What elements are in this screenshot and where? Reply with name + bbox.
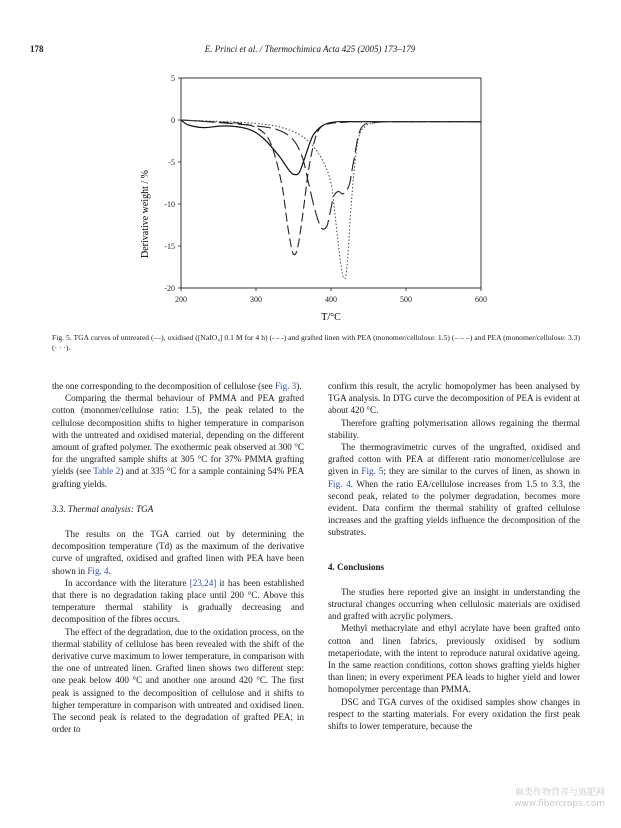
paragraph: The effect of the degradation, due to the oxidation process, on the thermal stability of cellulose has been revealed with the shift of the derivative curve maximum to lower temperature, in comparison with the one of untreated linen. Grafted linen shows two different step: one peak below 400 °C and another one around 420 °C. The first peak is assigned to the decomposition of cellulose and it shifts to higher temperature in comparison with untreated and oxidised linen. The second peak is related to the degradation of grafted PEA; in order to bbox=[52, 626, 304, 735]
table2-link[interactable]: Table 2 bbox=[93, 466, 121, 477]
y-tick-label: -10 bbox=[164, 200, 175, 209]
y-tick-label: 5 bbox=[171, 74, 175, 83]
section-heading-conclusions: 4. Conclusions bbox=[328, 561, 385, 572]
fig4-link[interactable]: Fig. 4 bbox=[328, 478, 351, 489]
series-line-dotted bbox=[181, 120, 481, 278]
series-line-solid bbox=[181, 120, 481, 175]
page-header bbox=[30, 44, 590, 58]
paragraph: The thermogravimetric curves of the ungrafted, oxidised and grafted cotton with PEA at different ratio monomer/cellulose are given in Fig. 5; they are similar to the curves of linen, as shown in Fig. 4. When the ratio EA/cellulose increases from 1.5 to 3.3, the second peak, related to the polymer degradation, becomes more evident. Data confirm the thermal stability of grafted cellulose increases and the grafting yields influence the decomposition of the substrates. bbox=[328, 442, 580, 538]
ref-23-24-link[interactable]: [23,24] bbox=[189, 577, 217, 588]
series-line-long-dash bbox=[181, 120, 481, 229]
y-tick-label: -15 bbox=[164, 242, 175, 251]
y-axis-label: Derivative weight / % bbox=[140, 169, 151, 259]
fig4-link[interactable]: Fig. 4 bbox=[87, 565, 109, 576]
paragraph: Therefore grafting polymerisation allows regaining the thermal stability. bbox=[328, 417, 580, 440]
tga-chart bbox=[130, 66, 510, 326]
x-axis-label: T/°C bbox=[321, 312, 341, 323]
fig3-link[interactable]: Fig. 3 bbox=[275, 381, 297, 391]
x-tick-label: 500 bbox=[400, 295, 412, 304]
figure-caption: Fig. 5. TGA curves of untreated (—), oxidised ([NaIO₄] 0.1 M for 4 h) (- - -) and grafted linen with PEA (monomer/cellulose: 1.5) (– – –) and PEA (monomer/cellulose: 3.3) (· · ·). bbox=[52, 333, 580, 352]
paragraph: the one corresponding to the decomposition of cellulose (see Fig. 3). bbox=[52, 381, 302, 391]
x-tick-label: 600 bbox=[475, 295, 487, 304]
right-column bbox=[328, 380, 580, 732]
watermark: 麻类作物营养与施肥网 www.fibercrops.com bbox=[514, 788, 605, 809]
page-number: 178 bbox=[30, 44, 44, 54]
paragraph: In accordance with the literature [23,24] it has been established that there is no degradation taking place until 200 °C. Above this temperature thermal stability is gradually decreasing and decomposition of the fibres occurs. bbox=[52, 577, 304, 625]
x-tick-label: 400 bbox=[325, 295, 337, 304]
fig5-link[interactable]: Fig. 5 bbox=[361, 466, 384, 477]
left-column bbox=[52, 380, 304, 735]
y-tick-label: -20 bbox=[164, 284, 175, 293]
section-heading-tga: 3.3. Thermal analysis: TGA bbox=[52, 503, 154, 514]
series-group bbox=[181, 120, 481, 278]
paragraph: The studies here reported give an insight in understanding the structural changes occurring when cellulosic materials are oxidised and grafted with acrylic polymers. bbox=[328, 586, 580, 622]
y-tick-label: 0 bbox=[171, 116, 175, 125]
paragraph: DSC and TGA curves of the oxidised samples show changes in respect to the starting materials. For every oxidation the first peak shifts to lower temperature, because the bbox=[328, 696, 580, 732]
paragraph: Comparing the thermal behaviour of PMMA and PEA grafted cotton (monomer/cellulose ratio: 1.5), the peak related to the cellulose decomposition shifts to higher temperature in comparison with the untreated and oxidised material, depending on the different amount of grafted polymer. The exothermic peak observed at 300 °C for the ungrafted sample shifts at 305 °C for 37% PMMA grafting yields (see Table 2) and at 335 °C for a sample containing 54% PEA grafting yields. bbox=[52, 393, 305, 489]
y-tick-label: -5 bbox=[168, 158, 175, 167]
x-tick-label: 300 bbox=[250, 295, 262, 304]
series-line-short-dash bbox=[181, 120, 481, 255]
paragraph: confirm this result, the acrylic homopolymer has been analysed by TGA analysis. In DTG curve the decomposition of PEA is evident at about 420 °C. bbox=[328, 381, 580, 416]
paragraph: The results on the TGA carried out by determining the decomposition temperature (Td) as the maximum of the derivative curve of ungrafted, oxidised and grafted linen with PEA have been shown in Fig. 4. bbox=[52, 529, 304, 576]
running-title: E. Princi et al. / Thermochimica Acta 425 (2005) 173–179 bbox=[204, 44, 416, 54]
x-tick-label: 200 bbox=[175, 295, 187, 304]
paragraph: Methyl methacrylate and ethyl acrylate have been grafted onto cotton and linen fabrics, previously oxidised by sodium metaperiodate, with the intent to reproduce natural oxidative ageing. In the same reaction conditions, cotton shows grafting yields higher than linen; in every experiment PEA leads to higher yield and lower homopolymer percentage than PMMA. bbox=[328, 623, 580, 695]
axes bbox=[164, 74, 487, 304]
